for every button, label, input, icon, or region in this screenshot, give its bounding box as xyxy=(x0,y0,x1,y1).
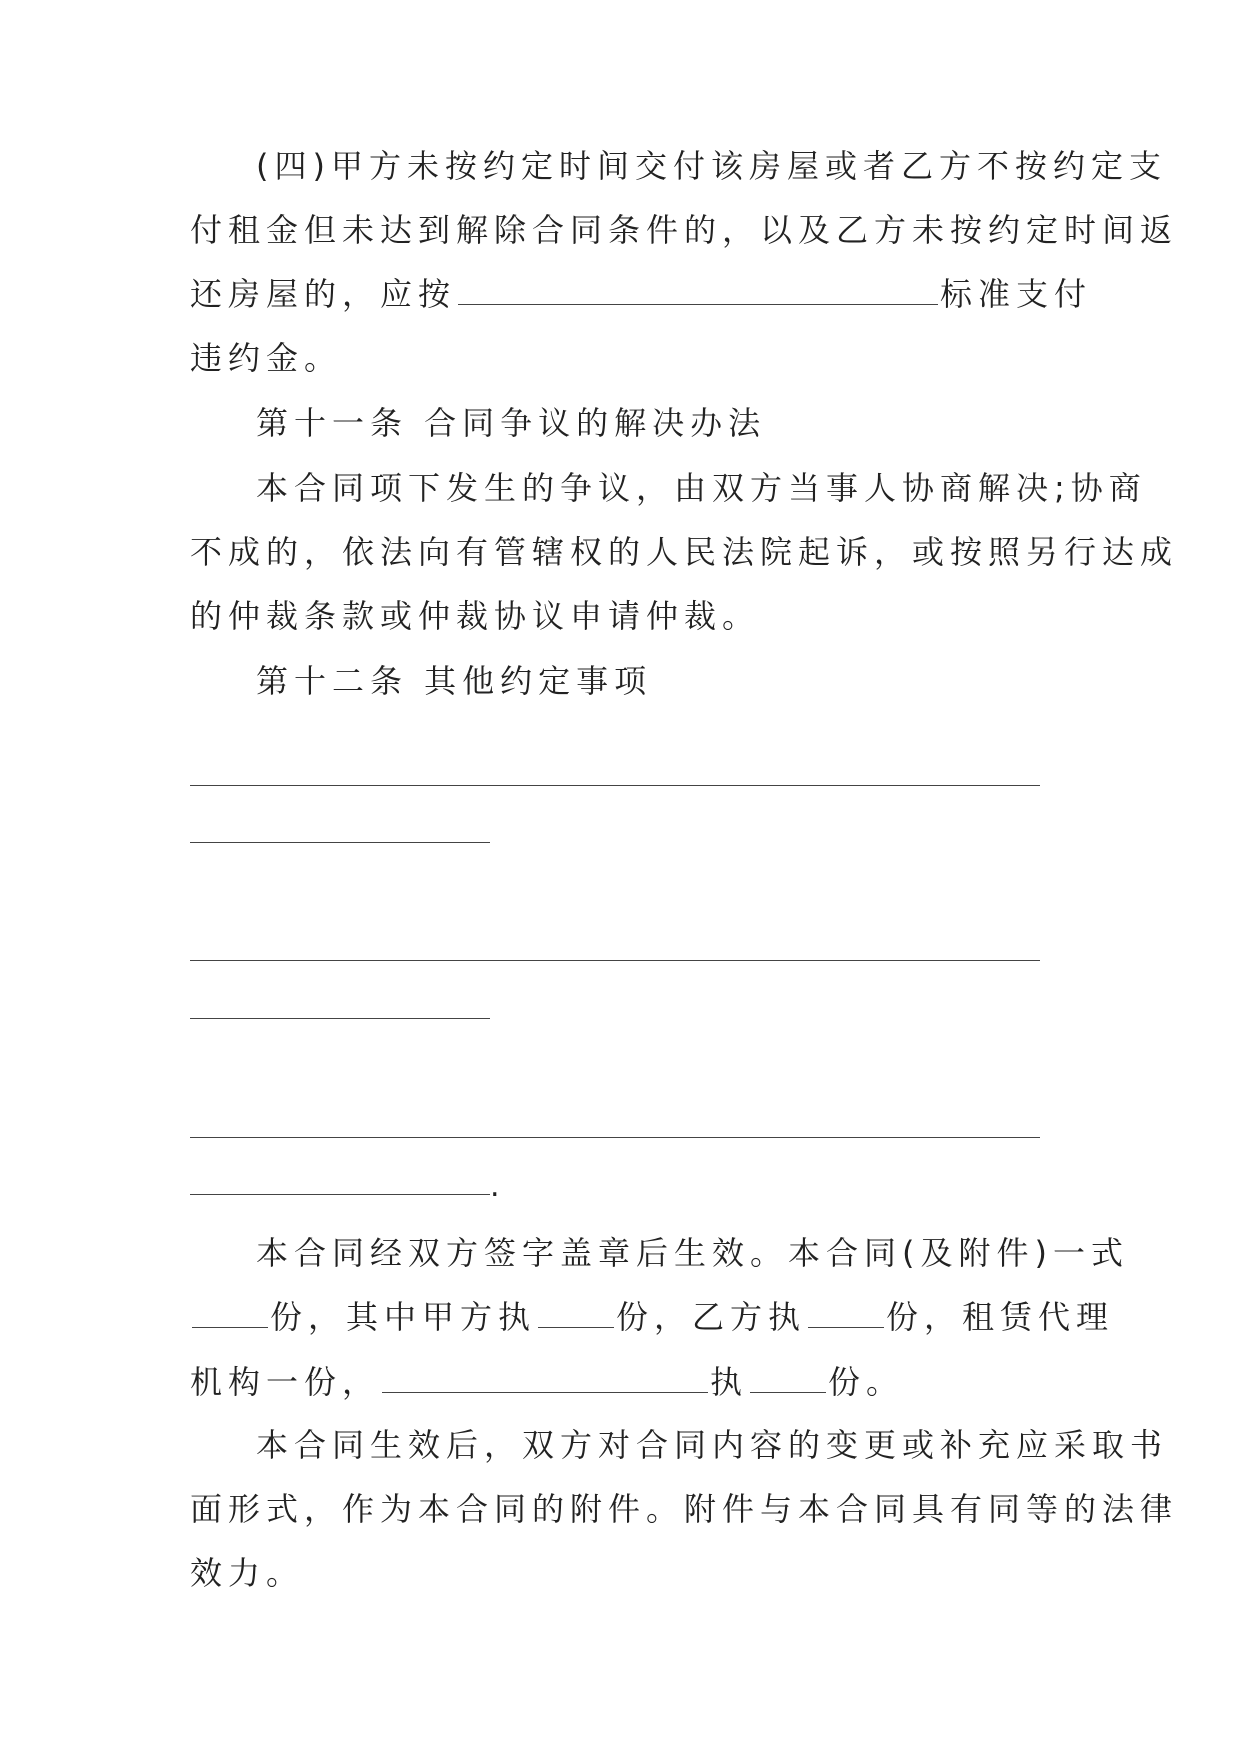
text-segment: 还房屋的，应按 xyxy=(190,275,457,313)
paragraph-line: 不成的，依法向有管辖权的人民法院起诉，或按照另行达成 xyxy=(190,533,1179,571)
paragraph-line xyxy=(190,262,1093,326)
text-segment: 标准支付 xyxy=(940,275,1093,313)
text-segment: 机构一份， xyxy=(190,1363,381,1401)
paragraph-line: (四)甲方未按约定时间交付该房屋或者乙方不按约定支 xyxy=(256,147,1167,185)
text-segment: 执 xyxy=(710,1363,749,1401)
fill-in-blank xyxy=(192,1305,268,1328)
period-mark: . xyxy=(490,1169,500,1204)
fill-in-blank xyxy=(458,282,938,305)
blank-line xyxy=(190,960,1040,961)
paragraph-line: 本合同生效后，双方对合同内容的变更或补充应采取书 xyxy=(256,1426,1169,1464)
paragraph-line: 付租金但未达到解除合同条件的，以及乙方未按约定时间返 xyxy=(190,211,1179,249)
paragraph-line: 效力。 xyxy=(190,1554,305,1592)
paragraph-line: 面形式，作为本合同的附件。附件与本合同具有同等的法律 xyxy=(190,1490,1179,1528)
text-segment: 份，其中甲方执 xyxy=(270,1298,537,1336)
text-segment: 份，乙方执 xyxy=(616,1298,807,1336)
fill-in-blank xyxy=(382,1370,708,1393)
paragraph-line: 违约金。 xyxy=(190,339,343,377)
text-segment: 份，租赁代理 xyxy=(886,1298,1115,1336)
fill-in-blank xyxy=(808,1305,884,1328)
blank-line xyxy=(190,1194,490,1195)
section-heading: 第十一条 合同争议的解决办法 xyxy=(256,404,767,442)
fill-in-blank xyxy=(538,1305,614,1328)
paragraph-line xyxy=(190,1350,1060,1414)
blank-line xyxy=(190,1137,1040,1138)
text-segment: 份。 xyxy=(828,1363,905,1401)
paragraph-line xyxy=(190,1285,1115,1349)
paragraph-line: 的仲裁条款或仲裁协议申请仲裁。 xyxy=(190,597,761,635)
section-heading: 第十二条 其他约定事项 xyxy=(256,662,653,700)
fill-in-blank xyxy=(750,1370,826,1393)
blank-line xyxy=(190,1018,490,1019)
paragraph-line: 本合同经双方签字盖章后生效。本合同(及附件)一式 xyxy=(256,1234,1129,1272)
blank-line xyxy=(190,785,1040,786)
blank-line xyxy=(190,842,490,843)
paragraph-line: 本合同项下发生的争议，由双方当事人协商解决;协商 xyxy=(256,469,1147,507)
